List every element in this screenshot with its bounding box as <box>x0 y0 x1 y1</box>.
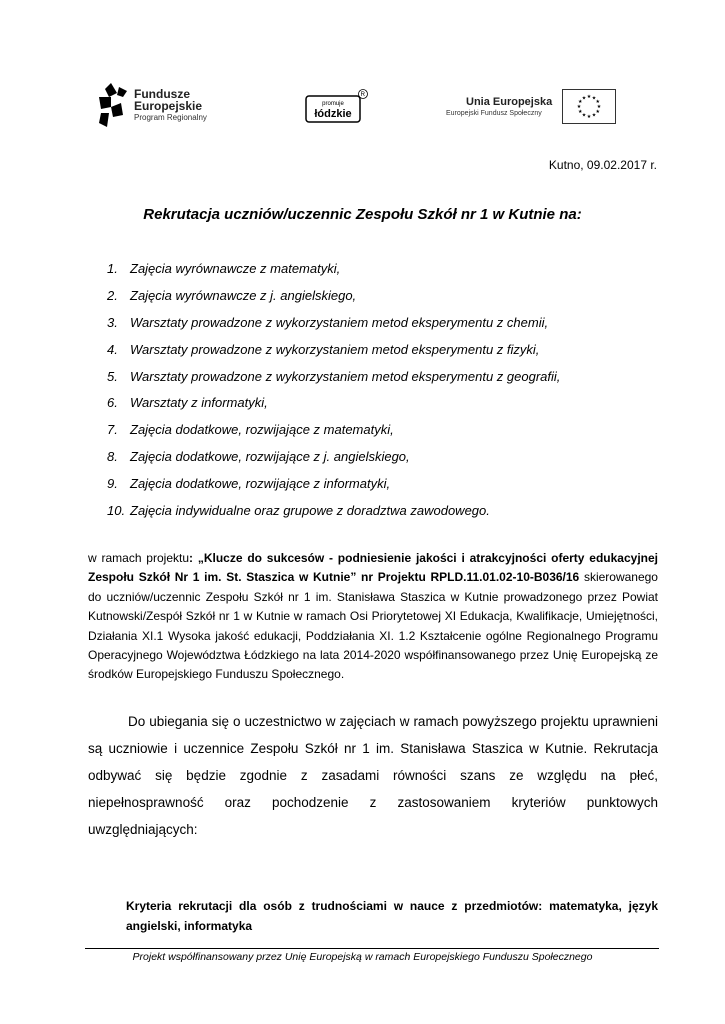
svg-text:★: ★ <box>595 99 600 105</box>
svg-text:★: ★ <box>578 109 583 115</box>
svg-text:★: ★ <box>581 95 587 102</box>
fe-star-icon <box>97 83 133 127</box>
svg-text:★: ★ <box>596 104 602 110</box>
svg-text:★: ★ <box>578 99 583 105</box>
svg-text:★: ★ <box>581 112 587 119</box>
lodzkie-badge-icon <box>305 88 369 124</box>
project-prefix: w ramach projektu <box>88 551 190 565</box>
document-date: Kutno, 09.02.2017 r. <box>548 158 657 172</box>
project-paragraph <box>88 549 658 685</box>
eu-flag-icon <box>562 89 616 124</box>
criteria-heading: Kryteria rekrutacji dla osób z trudnościami w nauce z przedmiotów: matematyka, język angielski, informatyka <box>126 899 658 933</box>
page-footer: Projekt współfinansowany przez Unię Europejską w ramach Europejskiego Funduszu Społecznego <box>132 951 593 963</box>
list-item: 6. Warsztaty z informatyki, <box>107 395 268 411</box>
fe-logo-text: Fundusze Europejskie Program Regionalny <box>134 87 207 122</box>
list-item: 9. Zajęcia dodatkowe, rozwijające z informatyki, <box>107 476 391 492</box>
svg-text:★: ★ <box>576 104 582 110</box>
footer-divider <box>85 948 659 949</box>
lodzkie-main-text: łódzkie <box>314 108 352 120</box>
svg-text:R: R <box>360 92 365 99</box>
list-item: 10. Zajęcia indywidualne oraz grupowe z doradztwa zawodowego. <box>107 503 490 519</box>
svg-text:★: ★ <box>591 112 597 119</box>
list-item: 8. Zajęcia dodatkowe, rozwijające z j. angielskiego, <box>107 449 410 465</box>
eligibility-paragraph: Do ubiegania się o uczestnictwo w zajęciach w ramach powyższego projektu uprawnieni są uczniowie i uczennice Zespołu Szkół nr 1 im. Stanisława Staszica w Kutnie. Rekrutacja odbywać się będzie zgodnie z zasadami równości szans ze względu na płeć, niepełnosprawność oraz pochodzenie z zastosowaniem kryteriów punktowych uwzględniających: <box>88 714 658 837</box>
svg-text:★: ★ <box>586 94 592 100</box>
list-item: 3. Warsztaty prowadzone z wykorzystaniem metod eksperymentu z chemii, <box>107 314 549 330</box>
svg-text:★: ★ <box>595 109 600 115</box>
list-item: 7. Zajęcia dodatkowe, rozwijające z matematyki, <box>107 422 394 438</box>
list-item: 4. Warsztaty prowadzone z wykorzystaniem metod eksperymentu z fizyki, <box>107 341 540 357</box>
document-title: Rekrutacja uczniów/uczennic Zespołu Szkół nr 1 w Kutnie na: <box>143 206 582 223</box>
lodzkie-logo <box>305 88 369 124</box>
list-item: 5. Warsztaty prowadzone z wykorzystaniem metod eksperymentu z geografii, <box>107 368 561 384</box>
ue-logo-subtitle: Europejski Fundusz Społeczny <box>446 110 542 117</box>
list-item: 1. Zajęcia wyrównawcze z matematyki, <box>107 261 341 276</box>
project-name: : „Klucze do sukcesów - podniesienie jakości i atrakcyjności oferty edukacyjnej Zespołu Szkół Nr 1 im. St. Staszica w Kutnie” nr Projektu RPLD.11.01.02-10-B036/16 <box>88 551 658 585</box>
lodzkie-small-text: promuje <box>322 101 344 107</box>
project-description: skierowanego do uczniów/uczennic Zespołu Szkół nr 1 im. Stanisława Staszica w Kutnie prowadzonego przez Powiat Kutnowski/Zespół Szkół nr 1 w Kutnie w ramach Osi Priorytetowej XI Edukacja, Kwalifikacje, Umiejętności, Działania XI.1 Wysoka jakość edukacji, Poddziałania XI. 1.2 Kształcenie ogólne Regionalnego Programu Operacyjnego Województwa Łódzkiego na lata 2014-2020 współfinansowanego przez Unię Europejską ze środków Europejskiego Funduszu Społecznego. <box>88 570 658 682</box>
ue-logo-title: Unia Europejska <box>466 96 553 108</box>
list-item: 2. Zajęcia wyrównawcze z j. angielskiego, <box>107 287 357 303</box>
course-list <box>107 256 560 525</box>
svg-text:★: ★ <box>591 95 597 102</box>
svg-text:★: ★ <box>586 114 592 120</box>
